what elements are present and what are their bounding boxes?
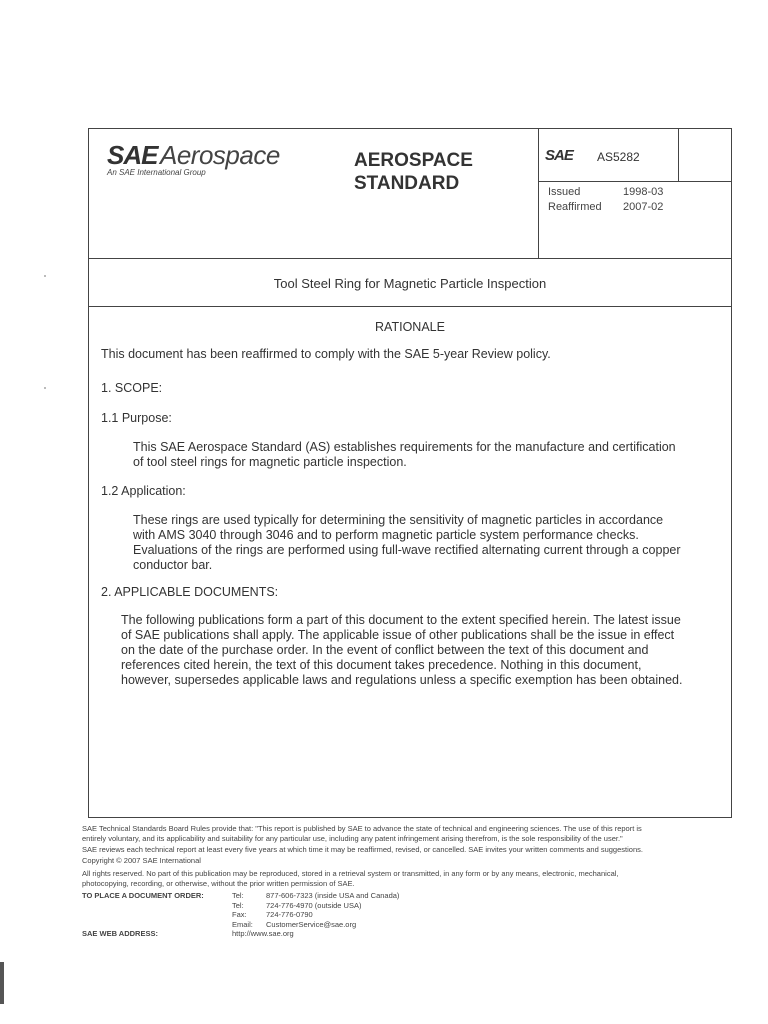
doc-box-divider: [538, 181, 732, 182]
application-paragraph: [133, 513, 681, 573]
scan-speck: [44, 275, 46, 277]
purpose-line: of tool steel rings for magnetic particle inspection.: [133, 455, 407, 469]
applicable-line: however, supersedes applicable laws and regulations unless a specific exemption has been obtained.: [121, 673, 683, 687]
web-address-label: SAE WEB ADDRESS:: [82, 929, 158, 938]
tel1-label: Tel:: [232, 891, 244, 900]
aerospace-logo-word: Aerospace: [160, 140, 280, 170]
title-divider: [88, 306, 732, 307]
footer-review: SAE reviews each technical report at least every five years at which time it may be reaffirmed, revised, or cancelled. SAE invites your written comments and suggestions.: [82, 845, 643, 854]
document-title: Tool Steel Ring for Magnetic Particle Inspection: [273, 276, 547, 291]
applicable-line: on the date of the purchase order. In the event of conflict between the text of this document and: [121, 643, 649, 657]
footer-rights-line: All rights reserved. No part of this publication may be reproduced, stored in a retrieval system or transmitted, in any form or by any means, electronic, mechanical,: [82, 869, 619, 878]
applicable-line: references cited herein, the text of this document takes precedence. Nothing in this document,: [121, 658, 642, 672]
application-heading: 1.2 Application:: [101, 484, 186, 498]
applicable-documents-paragraph: [121, 613, 682, 688]
tel2-label: Tel:: [232, 900, 244, 910]
rationale-text: This document has been reaffirmed to comply with the SAE 5-year Review policy.: [101, 347, 551, 361]
footer-copyright: Copyright © 2007 SAE International: [82, 856, 201, 865]
applicable-line: of SAE publications shall apply. The applicable issue of other publications shall be the issue in effect: [121, 628, 675, 642]
application-line: with AMS 3040 through 3046 and to perform magnetic particle system performance checks.: [133, 528, 639, 542]
footer-rights-line: photocopying, recording, or otherwise, without the prior written permission of SAE.: [82, 878, 355, 888]
scan-edge-mark: [0, 962, 4, 1004]
purpose-line: This SAE Aerospace Standard (AS) establishes requirements for the manufacture and certification: [133, 440, 676, 454]
footer-rules-line: SAE Technical Standards Board Rules provide that: "This report is published by SAE to advance the state of technical and engineering sciences. The use of this report is: [82, 824, 642, 833]
web-address-value: http://www.sae.org: [232, 929, 294, 938]
tel2-value: 724-776-4970 (outside USA): [266, 900, 362, 910]
document-number: AS5282: [597, 150, 640, 164]
tel1-value: 877-606-7323 (inside USA and Canada): [266, 891, 400, 900]
contact-labels: [232, 891, 253, 929]
scope-heading: 1. SCOPE:: [101, 381, 163, 395]
scan-speck: [44, 387, 46, 389]
standard-title-line2: STANDARD: [354, 173, 460, 194]
doc-box-inner-border: [678, 128, 679, 181]
issued-label: Issued: [548, 186, 581, 198]
application-line: conductor bar.: [133, 558, 213, 572]
fax-value: 724-776-0790: [266, 910, 313, 919]
reaffirmed-date: 2007-02: [623, 201, 664, 213]
footer-rights: [82, 869, 732, 888]
footer-rules: [82, 824, 732, 843]
contact-values: [266, 891, 399, 929]
purpose-heading: 1.1 Purpose:: [101, 411, 172, 425]
standard-title-line1: AEROSPACE: [354, 150, 473, 171]
reaffirmed-label: Reaffirmed: [548, 201, 602, 213]
logo-subtitle: An SAE International Group: [107, 168, 206, 177]
applicable-documents-heading: 2. APPLICABLE DOCUMENTS:: [101, 585, 279, 599]
email-label: Email:: [232, 919, 253, 929]
doc-box-left-border: [538, 128, 539, 258]
rationale-heading: RATIONALE: [375, 320, 445, 334]
applicable-line: The following publications form a part of this document to the extent specified herein. The latest issue: [121, 613, 681, 627]
issued-date: 1998-03: [623, 186, 664, 198]
sae-logo-mark: SAE: [107, 140, 158, 170]
standard-title: [354, 149, 473, 195]
purpose-paragraph: [133, 440, 676, 470]
header-divider: [88, 258, 732, 259]
email-value: CustomerService@sae.org: [266, 919, 357, 929]
footer-rules-line: entirely voluntary, and its applicability and suitability for any particular use, including any patent infringement arising therefrom, is the sole responsibility of the user.": [82, 833, 623, 843]
document-frame: [88, 128, 732, 818]
application-line: Evaluations of the rings are performed using full-wave rectified alternating current through a copper: [133, 543, 681, 557]
application-line: These rings are used typically for determining the sensitivity of magnetic particles in accordance: [133, 513, 664, 527]
sae-small-mark: SAE: [545, 147, 573, 164]
order-label: TO PLACE A DOCUMENT ORDER:: [82, 891, 204, 900]
fax-label: Fax:: [232, 910, 247, 919]
